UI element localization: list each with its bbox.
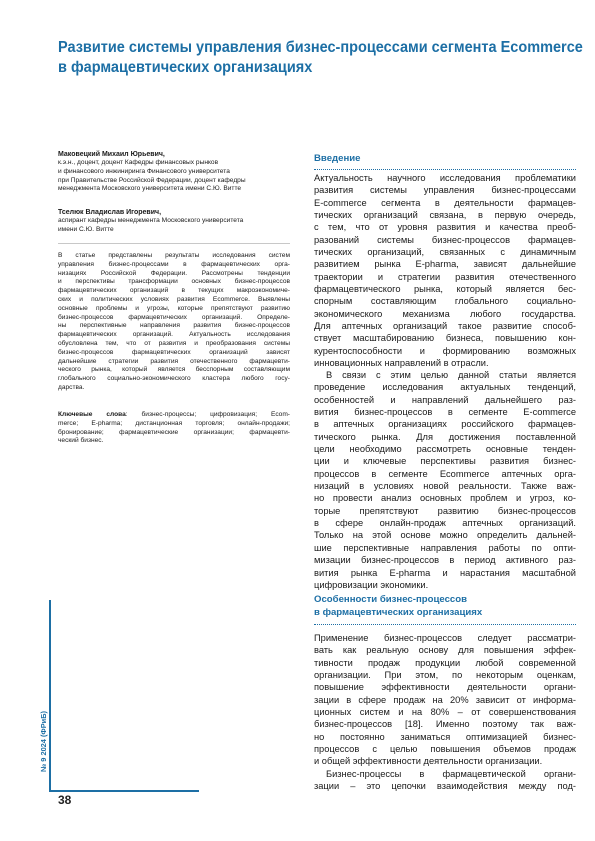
text-line: Применение бизнес-процессов следует рассматри- — [314, 633, 576, 643]
text-line: инновационных направлений в отрасли. — [314, 358, 489, 369]
keywords-line: merce; E-pharma; дистанционная торговля; онлайн-продажи; — [58, 419, 290, 427]
section-heading — [314, 594, 482, 619]
text-line: тивности продаж продукции любой современной — [314, 657, 576, 668]
article-title — [58, 38, 583, 78]
abstract-line: фармацевтических организаций. Актуальность исследования — [58, 331, 290, 339]
text-line: ционных систем и на 80% – от совершенствования — [314, 707, 576, 718]
abstract-line: В статье представлены результаты исследования систем — [58, 252, 290, 259]
text-line: тических организаций связана, в первую очередь, — [314, 210, 576, 221]
affiliation-line: менеджмента Московского университета имени С.Ю. Витте — [58, 185, 242, 193]
section-heading — [314, 153, 361, 166]
author-block — [58, 208, 290, 235]
text-line: проведение исследования актуальных тенденций, — [314, 382, 576, 393]
author-affiliation — [58, 217, 290, 235]
section-rule — [314, 624, 576, 625]
text-line: шие перспективные направления работы по опти- — [314, 542, 576, 553]
text-line: вития рынка E-pharma и нарастания масштабной — [314, 567, 576, 578]
text-line: Актуальность научного исследования проблематики — [314, 173, 576, 183]
abstract-line: дальнейшие стратегии развития отечественного фармацевти- — [58, 357, 290, 365]
abstract-line: ских и политических условиях развития Ecommerce. Выявлены — [58, 295, 290, 303]
abstract-line: низациях Российской Федерации. Рассмотрены тенденции — [58, 269, 290, 277]
text-line: курентоспособности и формированию возможных — [314, 345, 576, 356]
text-line: мизации бизнес-процессов в период активного раз- — [314, 555, 576, 566]
text-line: E-commerce сегмента в деятельности фармацев- — [314, 197, 576, 208]
text-line: с тем, что от уровня развития и качества преоб- — [314, 222, 576, 233]
keywords — [58, 411, 290, 446]
text-line: вития бизнес-процессов в сегменте E-commerce — [314, 407, 576, 418]
text-line: развития системы управления бизнес-процессами — [314, 185, 576, 196]
text-line: процессов в сегменте Ecommerce аптечных орга- — [314, 468, 576, 479]
text-line: повышение эффективности деятельности органи- — [314, 682, 576, 693]
abstract-line: фармацевтических организаций в текущих макроэкономиче- — [58, 287, 290, 295]
text-line: Бизнес-процессы в фармацевтической органи- — [326, 768, 576, 779]
abstract-line: ческого рынка, который является бесспорным составляющим — [58, 366, 290, 374]
text-line: бизнес-процессов [18]. Именно поэтому так важ- — [314, 719, 576, 730]
text-line: ции и ключевые перспективы развития бизнес- — [314, 456, 576, 467]
text-line: но постоянно заниматься оптимизацией бизнес- — [314, 731, 576, 742]
abstract-line: дарства. — [58, 383, 85, 391]
text-line: ствует масштабированию бизнеса, повышению кон- — [314, 333, 576, 344]
text-line: фармацевтического рынка, который является бес- — [314, 284, 576, 295]
affiliation-line: при Правительстве Российской Федерации, доцент кафедры — [58, 176, 246, 184]
margin-rule-vertical — [49, 600, 51, 792]
text-line: тического рынка. Для достижения поставленной — [314, 431, 576, 442]
title-line: Развитие системы управления бизнес-процессами сегмента Ecommerce — [58, 39, 583, 56]
author-name: Маковецкий Михаил Юрьевич, — [58, 151, 165, 158]
section-heading-line: Введение — [314, 153, 361, 164]
text-line: развитием рынка E-pharma, зависят дальнейшие — [314, 259, 576, 270]
text-line: в аптечных организациях российского фармацев- — [314, 419, 576, 430]
abstract-line: и перспективы трансформации основных бизнес-процессов — [58, 278, 290, 286]
section-heading-line: в фармацевтических организациях — [314, 606, 483, 618]
page-number: 38 — [58, 793, 72, 807]
text-line: цифровизации экономики. — [314, 579, 429, 590]
abstract-line: основные проблемы и угрозы, которые препятствуют развитию — [58, 304, 290, 312]
text-line: особенностей и направлений дальнейшего раз- — [314, 394, 576, 405]
text-line: В связи с этим целью данной статьи является — [326, 370, 576, 380]
affiliation-line: аспирант кафедры менеджмента Московского университета — [58, 217, 244, 224]
text-line: Только на этой основе можно определить дальней- — [314, 530, 576, 541]
abstract-line: обусловлена тем, что от развития и преобразования системы — [58, 339, 290, 347]
margin-rule-horizontal — [49, 790, 199, 792]
text-line: вать как реальную основу для повышения эффек- — [314, 645, 576, 656]
abstract-line: бизнес-процессов фармацевтических организаций. Определе- — [58, 313, 290, 321]
abstract-line: бизнес-процессов фармацевтических организаций зависят — [58, 348, 290, 356]
text-line: экономического механизма любого государства. — [314, 308, 576, 319]
author-block — [58, 150, 290, 194]
text-line: организации. При этом, по некоторым оценкам, — [314, 670, 576, 681]
issue-label: № 9 2024 (ФРиБ) — [39, 711, 48, 772]
text-line: процессов с целью повышения объемов продаж — [314, 744, 576, 755]
affiliation-line: имени С.Ю. Витте — [58, 225, 114, 233]
keywords-line: бронирование; фармацевтические организации; фармацевти- — [58, 428, 290, 436]
abstract-line: глобального социально-экономического кластера любого госу- — [58, 375, 290, 383]
body-paragraph — [314, 369, 576, 591]
author-name: Тселюк Владислав Игоревич, — [58, 209, 162, 216]
abstract-line: ны перспективные направления развития бизнес-процессов — [58, 322, 290, 330]
keywords-line: ческий бизнес. — [58, 437, 104, 445]
body-paragraph — [314, 632, 576, 792]
title-line: в фармацевтических организациях — [58, 59, 313, 76]
text-line: зации – это цепочки взаимодействия между под- — [314, 781, 576, 792]
text-line: спорным составляющим глобального социально- — [314, 296, 576, 307]
text-line: тических организаций, связанных с динамичным — [314, 247, 576, 258]
section-heading-line: Особенности бизнес-процессов — [314, 594, 468, 605]
text-line: цели необходимо рассмотреть основные тенден- — [314, 444, 576, 455]
separator — [58, 243, 290, 244]
text-line: разований системы бизнес-процессов фармацев- — [314, 234, 576, 245]
text-line: низаций в условиях новой реальности. Также важ- — [314, 481, 576, 492]
keywords-line: : бизнес-процессы; цифровизация; Ecom- — [125, 411, 291, 418]
affiliation-line: и финансового инжиниринга Финансового университета — [58, 167, 230, 175]
text-line: торые препятствуют развитию бизнес-процессов — [314, 505, 576, 516]
text-line: зации в сфере продаж на 20% зависит от информа- — [314, 694, 576, 705]
section-rule — [314, 169, 576, 170]
text-line: но провести анализ основных проблем и угроз, ко- — [314, 493, 576, 504]
body-paragraph — [314, 172, 576, 370]
abstract — [58, 252, 290, 393]
text-line: в сфере онлайн-продаж аптечных организаций. — [314, 518, 576, 529]
author-affiliation — [58, 159, 290, 194]
affiliation-line: к.э.н., доцент, доцент Кафедры финансовых рынков — [58, 159, 219, 166]
text-line: Для аптечных организаций такое развитие способ- — [314, 321, 576, 332]
text-line: траектории и стратегии развития отечественного — [314, 271, 576, 282]
text-line: и общей эффективности деятельности организации. — [314, 756, 543, 767]
abstract-line: управления бизнес-процессами в фармацевтических орга- — [58, 260, 290, 268]
keywords-label: Ключевые слова — [58, 411, 126, 418]
